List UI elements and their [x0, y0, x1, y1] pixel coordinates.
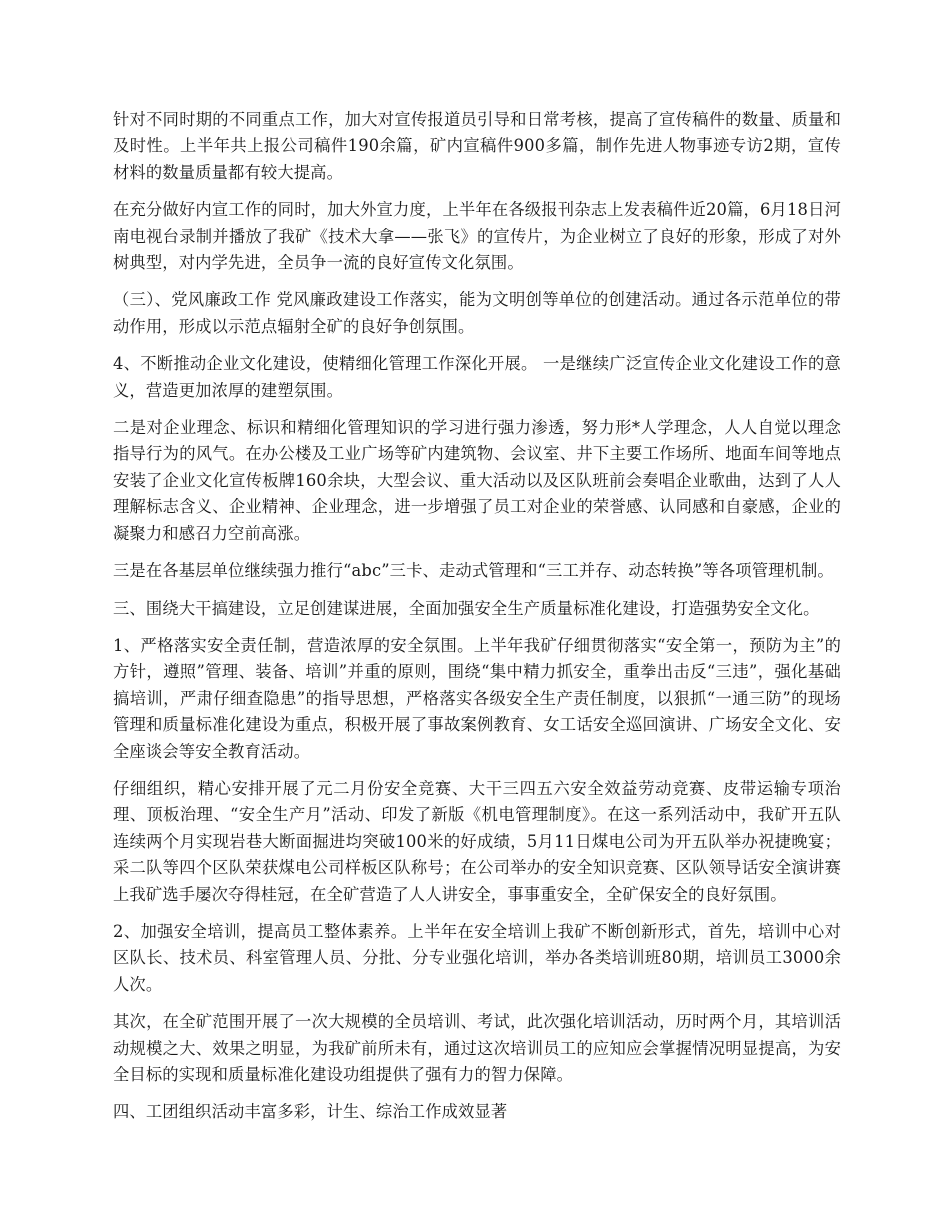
document-page [113, 107, 841, 1137]
paragraph-safety-competitions: 仔细组织，精心安排开展了元二月份安全竞赛、大干三四五六安全效益劳动竞赛、皮带运输专项治理、顶板治理、“安全生产月”活动、印发了新版《机电管理制度》。在这一系列活动中，我矿开五队连续两个月实现岩巷大断面掘进均突破100米的好成绩，5月11日煤电公司为开五队举办祝捷晚宴；采二队等四个区队荣获煤电公司样板区队称号；在公司举办的安全知识竞赛、区队领导话安全演讲赛上我矿选手屡次夺得桂冠，在全矿营造了人人讲安全，事事重安全，全矿保安全的良好氛围。 [113, 778, 841, 904]
paragraph-corporate-culture: 4、不断推动企业文化建设，使精细化管理工作深化开展。 一是继续广泛宣传企业文化建设工作的意义，营造更加浓厚的建塑氛围。 [113, 354, 841, 400]
paragraph-external-publicity: 在充分做好内宣工作的同时，加大外宣力度，上半年在各级报刊杂志上发表稿件近20篇，6月18日河南电视台录制并播放了我矿《技术大拿——张飞》的宣传片，为企业树立了良好的形象，形成了对外树典型，对内学先进，全员争一流的良好宣传文化氛围。 [113, 200, 841, 273]
paragraph-philosophy-learning: 二是对企业理念、标识和精细化管理知识的学习进行强力渗透，努力形*人学理念，人人自觉以理念指导行为的风气。在办公楼及工业广场等矿内建筑物、会议室、井下主要工作场所、地面车间等地点安装了企业文化宣传板牌160余块，大型会议、重大活动以及区队班前会奏唱企业歌曲，达到了人人理解标志含义、企业精神、企业理念，进一步增强了员工对企业的荣誉感、认同感和自豪感，企业的凝聚力和感召力空前高涨。 [113, 418, 841, 543]
paragraph-section-four-heading: 四、工团组织活动丰富多彩，计生、综治工作成效显著 [113, 1102, 508, 1122]
paragraph-section-three-heading: 三、围绕大干搞建设，立足创建谋进展，全面加强安全生产质量标准化建设，打造强势安全文化。 [113, 598, 820, 618]
paragraph-safety-training: 2、加强安全培训，提高员工整体素养。上半年在安全培训上我矿不断创新形式，首先，培训中心对区队长、技术员、科室管理人员、分批、分专业强化培训，举办各类培训班80期，培训员工3000余人次。 [113, 921, 841, 994]
paragraph-management-mechanisms: 三是在各基层单位继续强力推行“abc”三卡、走动式管理和“三工并存、动态转换”等各项管理机制。 [113, 561, 834, 581]
paragraph-publicity-articles: 针对不同时期的不同重点工作，加大对宣传报道员引导和日常考核，提高了宣传稿件的数量、质量和及时性。上半年共上报公司稿件190余篇，矿内宣稿件900多篇，制作先进人物事迹专访2期，宣传材料的数量质量都有较大提高。 [113, 110, 841, 182]
paragraph-party-integrity: （三）、党风廉政工作 党风廉政建设工作落实，能为文明创等单位的创建活动。通过各示范单位的带动作用，形成以示范点辐射全矿的良好争创氛围。 [113, 290, 841, 336]
paragraph-full-staff-training: 其次，在全矿范围开展了一次大规模的全员培训、考试，此次强化培训活动，历时两个月，其培训活动规模之大、效果之明显，为我矿前所未有，通过这次培训员工的应知应会掌握情况明显提高，为安全目标的实现和质量标准化建设功组提供了强有力的智力保障。 [113, 1012, 841, 1084]
paragraph-safety-responsibility: 1、严格落实安全责任制，营造浓厚的安全氛围。上半年我矿仔细贯彻落实“安全第一，预防为主”的方针，遵照”管理、装备、培训”并重的原则，围绕“集中精力抓安全，重拳出击反“三违”，强化基础搞培训，严肃仔细查隐患”的指导思想，严格落实各级安全生产责任制度，以狠抓“一通三防”的现场管理和质量标准化建设为重点，积极开展了事故案例教育、女工话安全巡回演讲、广场安全文化、安全座谈会等安全教育活动。 [113, 635, 841, 761]
